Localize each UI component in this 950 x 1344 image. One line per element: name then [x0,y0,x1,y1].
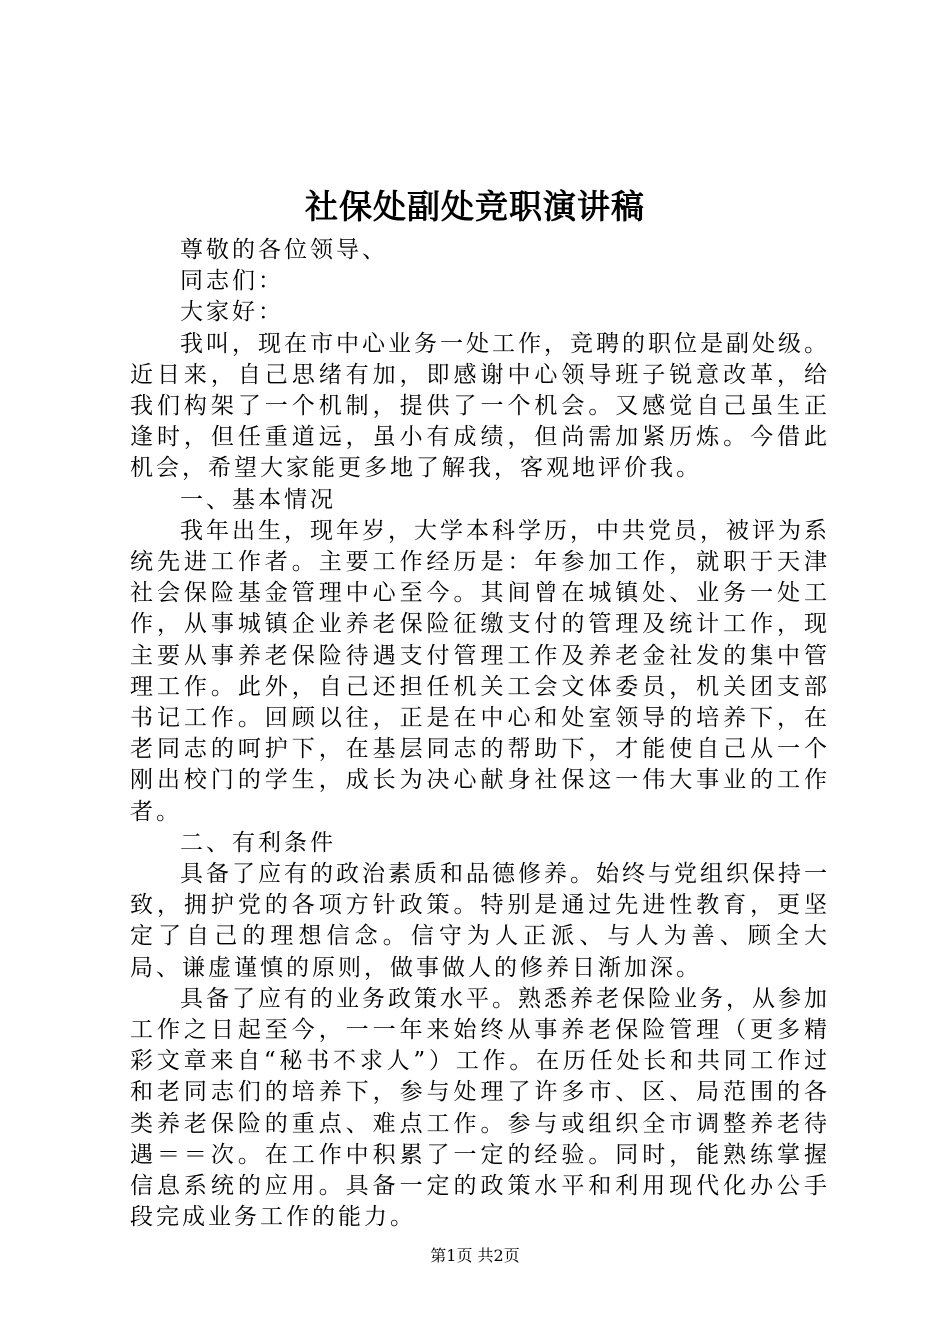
intro-paragraph: 我叫，现在市中心业务一处工作，竞聘的职位是副处级。近日来，自己思绪有加，即感谢中心领导班子锐意改革，给我们构架了一个机制，提供了一个机会。又感觉自己虽生正逢时，但任重道远，虽小有成绩，但尚需加紧历炼。今借此机会，希望大家能更多地了解我，客观地评价我。 [130,330,830,482]
basic-info-paragraph: 我年出生，现年岁，大学本科学历，中共党员，被评为系统先进工作者。主要工作经历是：年参加工作，就职于天津社会保险基金管理中心至今。其间曾在城镇处、业务一处工作，从事城镇企业养老保险征缴支付的管理及统计工作，现主要从事养老保险待遇支付管理工作及养老金社发的集中管理工作。此外，自己还担任机关工会文体委员，机关团支部书记工作。回顾以往，正是在中心和处室领导的培养下，在老同志的呵护下，在基层同志的帮助下，才能使自己从一个刚出校门的学生，成长为决心献身社保这一伟大事业的工作者。 [130,517,830,825]
document-body [130,235,830,1234]
page-number-footer: 第1页 共2页 [430,1246,520,1265]
salutation-leaders: 尊敬的各位领导、 [180,237,388,263]
business-policy-paragraph: 具备了应有的业务政策水平。熟悉养老保险业务，从参加工作之日起至今，一一年来始终从事养老保险管理（更多精彩文章来自“秘书不求人”）工作。在历任处长和共同工作过和老同志们的培养下，参与处理了许多市、区、局范围的各类养老保险的重点、难点工作。参与或组织全市调整养老待遇＝＝次。在工作中积累了一定的经验。同时，能熟练掌握信息系统的应用。具备一定的政策水平和利用现代化办公手段完成业务工作的能力。 [130,985,830,1231]
section-heading-basic-info: 一、基本情况 [180,486,336,513]
salutation-comrades: 同志们： [180,268,284,295]
greeting: 大家好： [180,299,284,326]
document-title: 社保处副处竞职演讲稿 [305,187,645,226]
section-heading-advantages: 二、有利条件 [180,829,336,856]
political-quality-paragraph: 具备了应有的政治素质和品德修养。始终与党组织保持一致，拥护党的各项方针政策。特别是通过先进性教育，更坚定了自己的理想信念。信守为人正派、与人为善、顾全大局、谦虚谨慎的原则，做事做人的修养日渐加深。 [130,861,830,981]
